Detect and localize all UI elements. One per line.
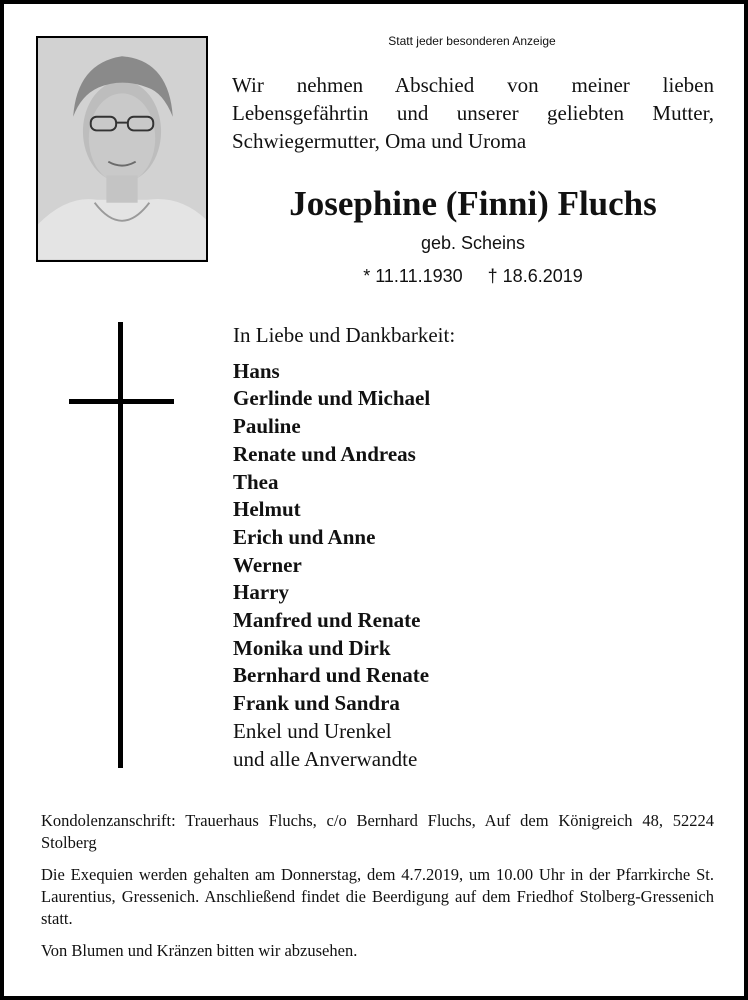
intro-line: Wir nehmen Abschied von meiner lieben [232,73,714,97]
birth-name: geb. Scheins [420,233,526,253]
mourner-name: Helmut [233,497,301,522]
notice-line: Statt jeder besonderen Anzeige [388,34,556,48]
condolence-address: Kondolenzanschrift: Trauerhaus Fluchs, c/o Bernhard Fluchs, Auf dem Königreich 48, 52224 Stolberg [41,811,714,852]
mourner-name: Werner [233,552,302,577]
mourners-lead: In Liebe und Dankbarkeit: [233,323,456,347]
flowers-note: Von Blumen und Kränzen bitten wir abzusehen. [41,941,358,960]
service-details: Die Exequien werden gehalten am Donnerstag, dem 4.7.2019, um 10.00 Uhr in der Pfarrkirche St. Laurentius, Gressenich. Anschließend findet die Beerdigung auf dem Friedhof Stolberg-Gressenich statt. [41,865,714,928]
mourner-closing: Enkel und Urenkel [233,718,392,743]
cross-icon [118,322,123,768]
intro-line: Lebensgefährtin und unserer geliebten Mutter, [232,101,714,125]
mourner-name: Monika und Dirk [233,635,391,660]
mourner-name: Erich und Anne [233,524,376,549]
mourner-name: Manfred und Renate [233,608,421,633]
mourner-name: Hans [233,358,280,383]
portrait-illustration [38,38,206,260]
cross-icon-beam [69,399,174,404]
mourner-closing: und alle Anverwandte [233,746,418,771]
mourner-name: Harry [233,580,289,605]
intro-text [232,71,714,155]
mourners-list [233,322,703,773]
intro-line: Schwiegermutter, Oma und Uroma [232,129,527,153]
mourner-name: Thea [233,469,279,494]
life-dates: * 11.11.1930 † 18.6.2019 [363,266,583,286]
mourner-name: Pauline [233,414,301,439]
footer-text [41,810,714,972]
mourner-name: Bernhard und Renate [233,663,430,688]
deceased-name: Josephine (Finni) Fluchs [289,184,657,223]
mourner-name: Renate und Andreas [233,441,416,466]
portrait-photo [36,36,208,262]
mourner-name: Frank und Sandra [233,691,400,716]
mourner-name: Gerlinde und Michael [233,386,431,411]
